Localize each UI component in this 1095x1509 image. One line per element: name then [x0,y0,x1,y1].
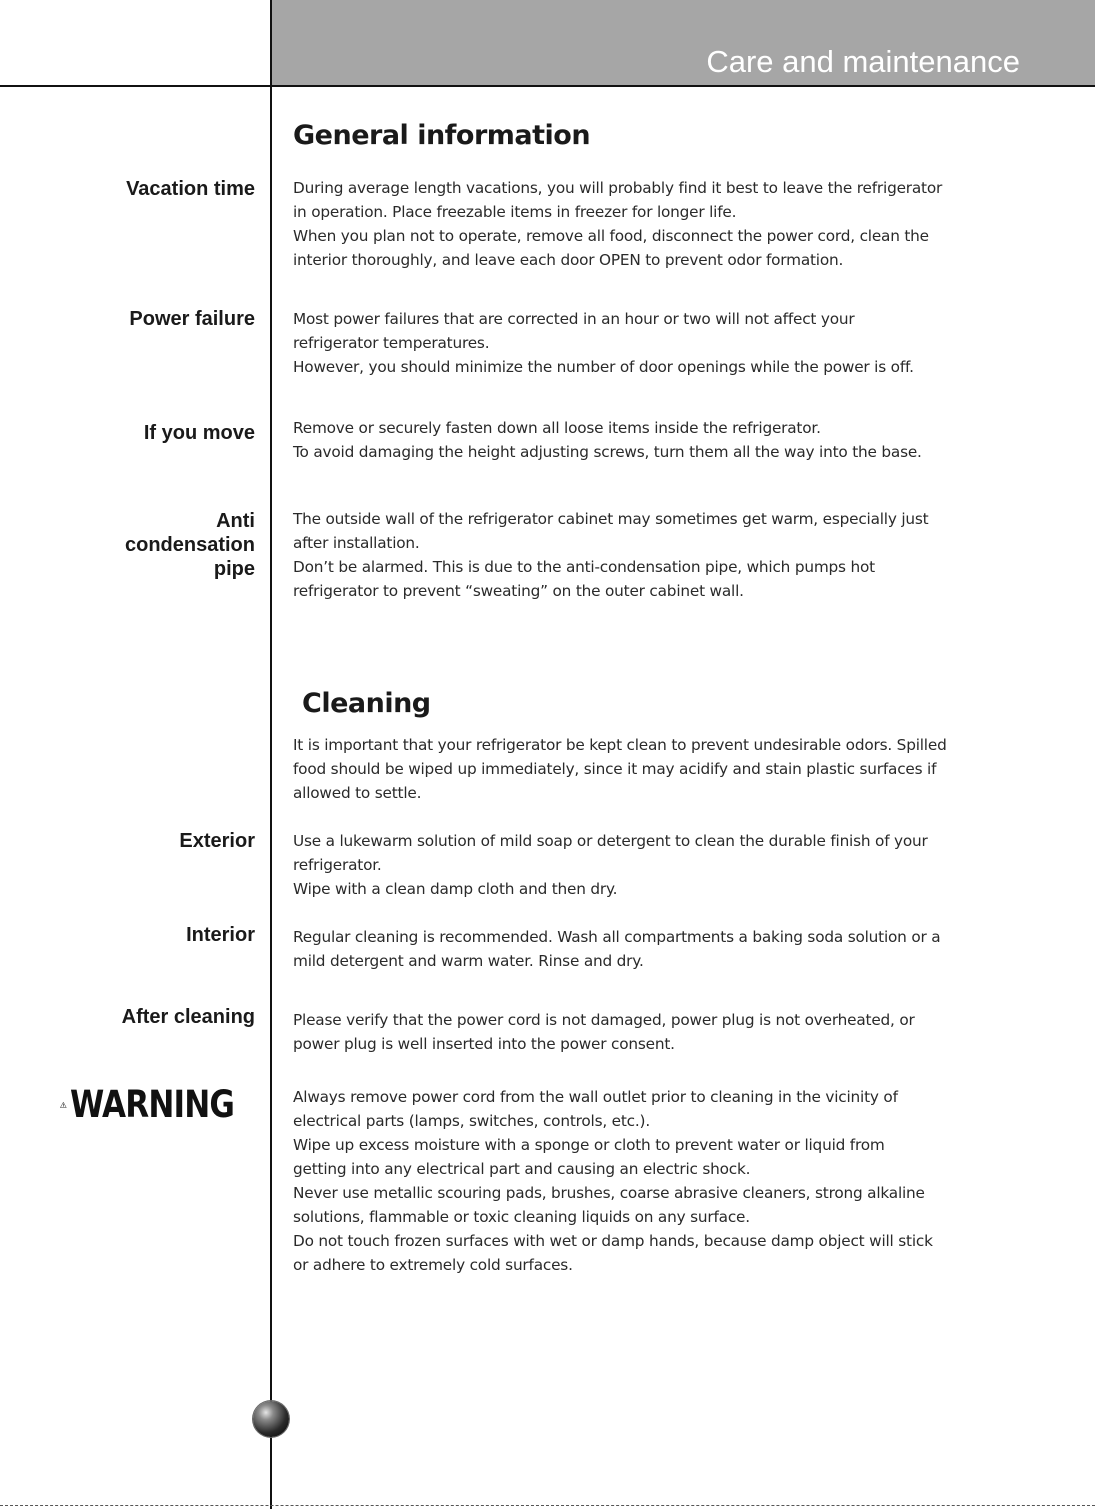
paragraph-cleaning-intro: It is important that your refrigerator be kept clean to prevent undesirable odors. Spilled food should be wiped up immediately, since it may acidify and stain plastic surfaces if allowed to settle. [293,736,947,802]
warning-triangle-icon [60,1088,67,1122]
paragraph-exterior: Use a lukewarm solution of mild soap or detergent to clean the durable finish of your refrigerator. Wipe with a clean damp cloth and then dry. [293,832,928,898]
cleaning-heading: Cleaning [302,688,431,719]
label-if-you-move: If you move [143,422,255,444]
warning-label [60,1080,265,1130]
paragraph-vacation-time: During average length vacations, you will probably find it best to leave the refrigerator in operation. Place freezable items in freezer for longer life. When you plan not to operate, remove all food, disconnect the power cord, clean the interior thoroughly, and leave each door OPEN to prevent odor formation. [293,179,943,269]
bottom-rule [0,1505,1095,1506]
label-exterior: Exterior [179,830,255,852]
header-band [272,0,1095,85]
label-anti-condensation-pipe: Anti condensation pipe [124,510,255,580]
paragraph-if-you-move: Remove or securely fasten down all loose items inside the refrigerator. To avoid damaging the height adjusting screws, turn them all the way into the base. [293,419,922,461]
paragraph-after-cleaning: Please verify that the power cord is not damaged, power plug is not overheated, or power plug is well inserted into the power consent. [293,1011,915,1053]
paragraph-power-failure: Most power failures that are corrected in an hour or two will not affect your refrigerator temperatures. However, you should minimize the number of door openings while the power is off. [293,310,914,376]
page-marker-icon [253,1401,289,1437]
paragraph-interior: Regular cleaning is recommended. Wash all compartments a baking soda solution or a mild detergent and warm water. Rinse and dry. [293,928,941,970]
label-power-failure: Power failure [129,308,255,330]
paragraph-warning: Always remove power cord from the wall outlet prior to cleaning in the vicinity of electrical parts (lamps, switches, controls, etc.). Wipe up excess moisture with a sponge or cloth to prevent water or liquid from getting into any electrical part and causing an electric shock. Never use metallic scouring pads, brushes, coarse abrasive cleaners, strong alkaline solutions, flammable or toxic cleaning liquids on any surface. Do not touch frozen surfaces with wet or damp hands, because damp object will stick or adhere to extremely cold surfaces. [293,1088,933,1274]
page-header-title: Care and maintenance [706,44,1020,79]
paragraph-anti-condensation-pipe: The outside wall of the refrigerator cabinet may sometimes get warm, especially just after installation. Don’t be alarmed. This is due to the anti-condensation pipe, which pumps hot refrigerator to prevent “sweating” on the outer cabinet wall. [293,510,929,600]
warning-word: WARNING [69,1083,234,1126]
label-after-cleaning: After cleaning [121,1006,255,1028]
general-heading: General information [293,120,591,151]
margin-rule [270,0,272,1509]
label-interior: Interior [186,924,255,946]
header-rule [0,85,1095,87]
label-vacation-time: Vacation time [126,178,255,200]
